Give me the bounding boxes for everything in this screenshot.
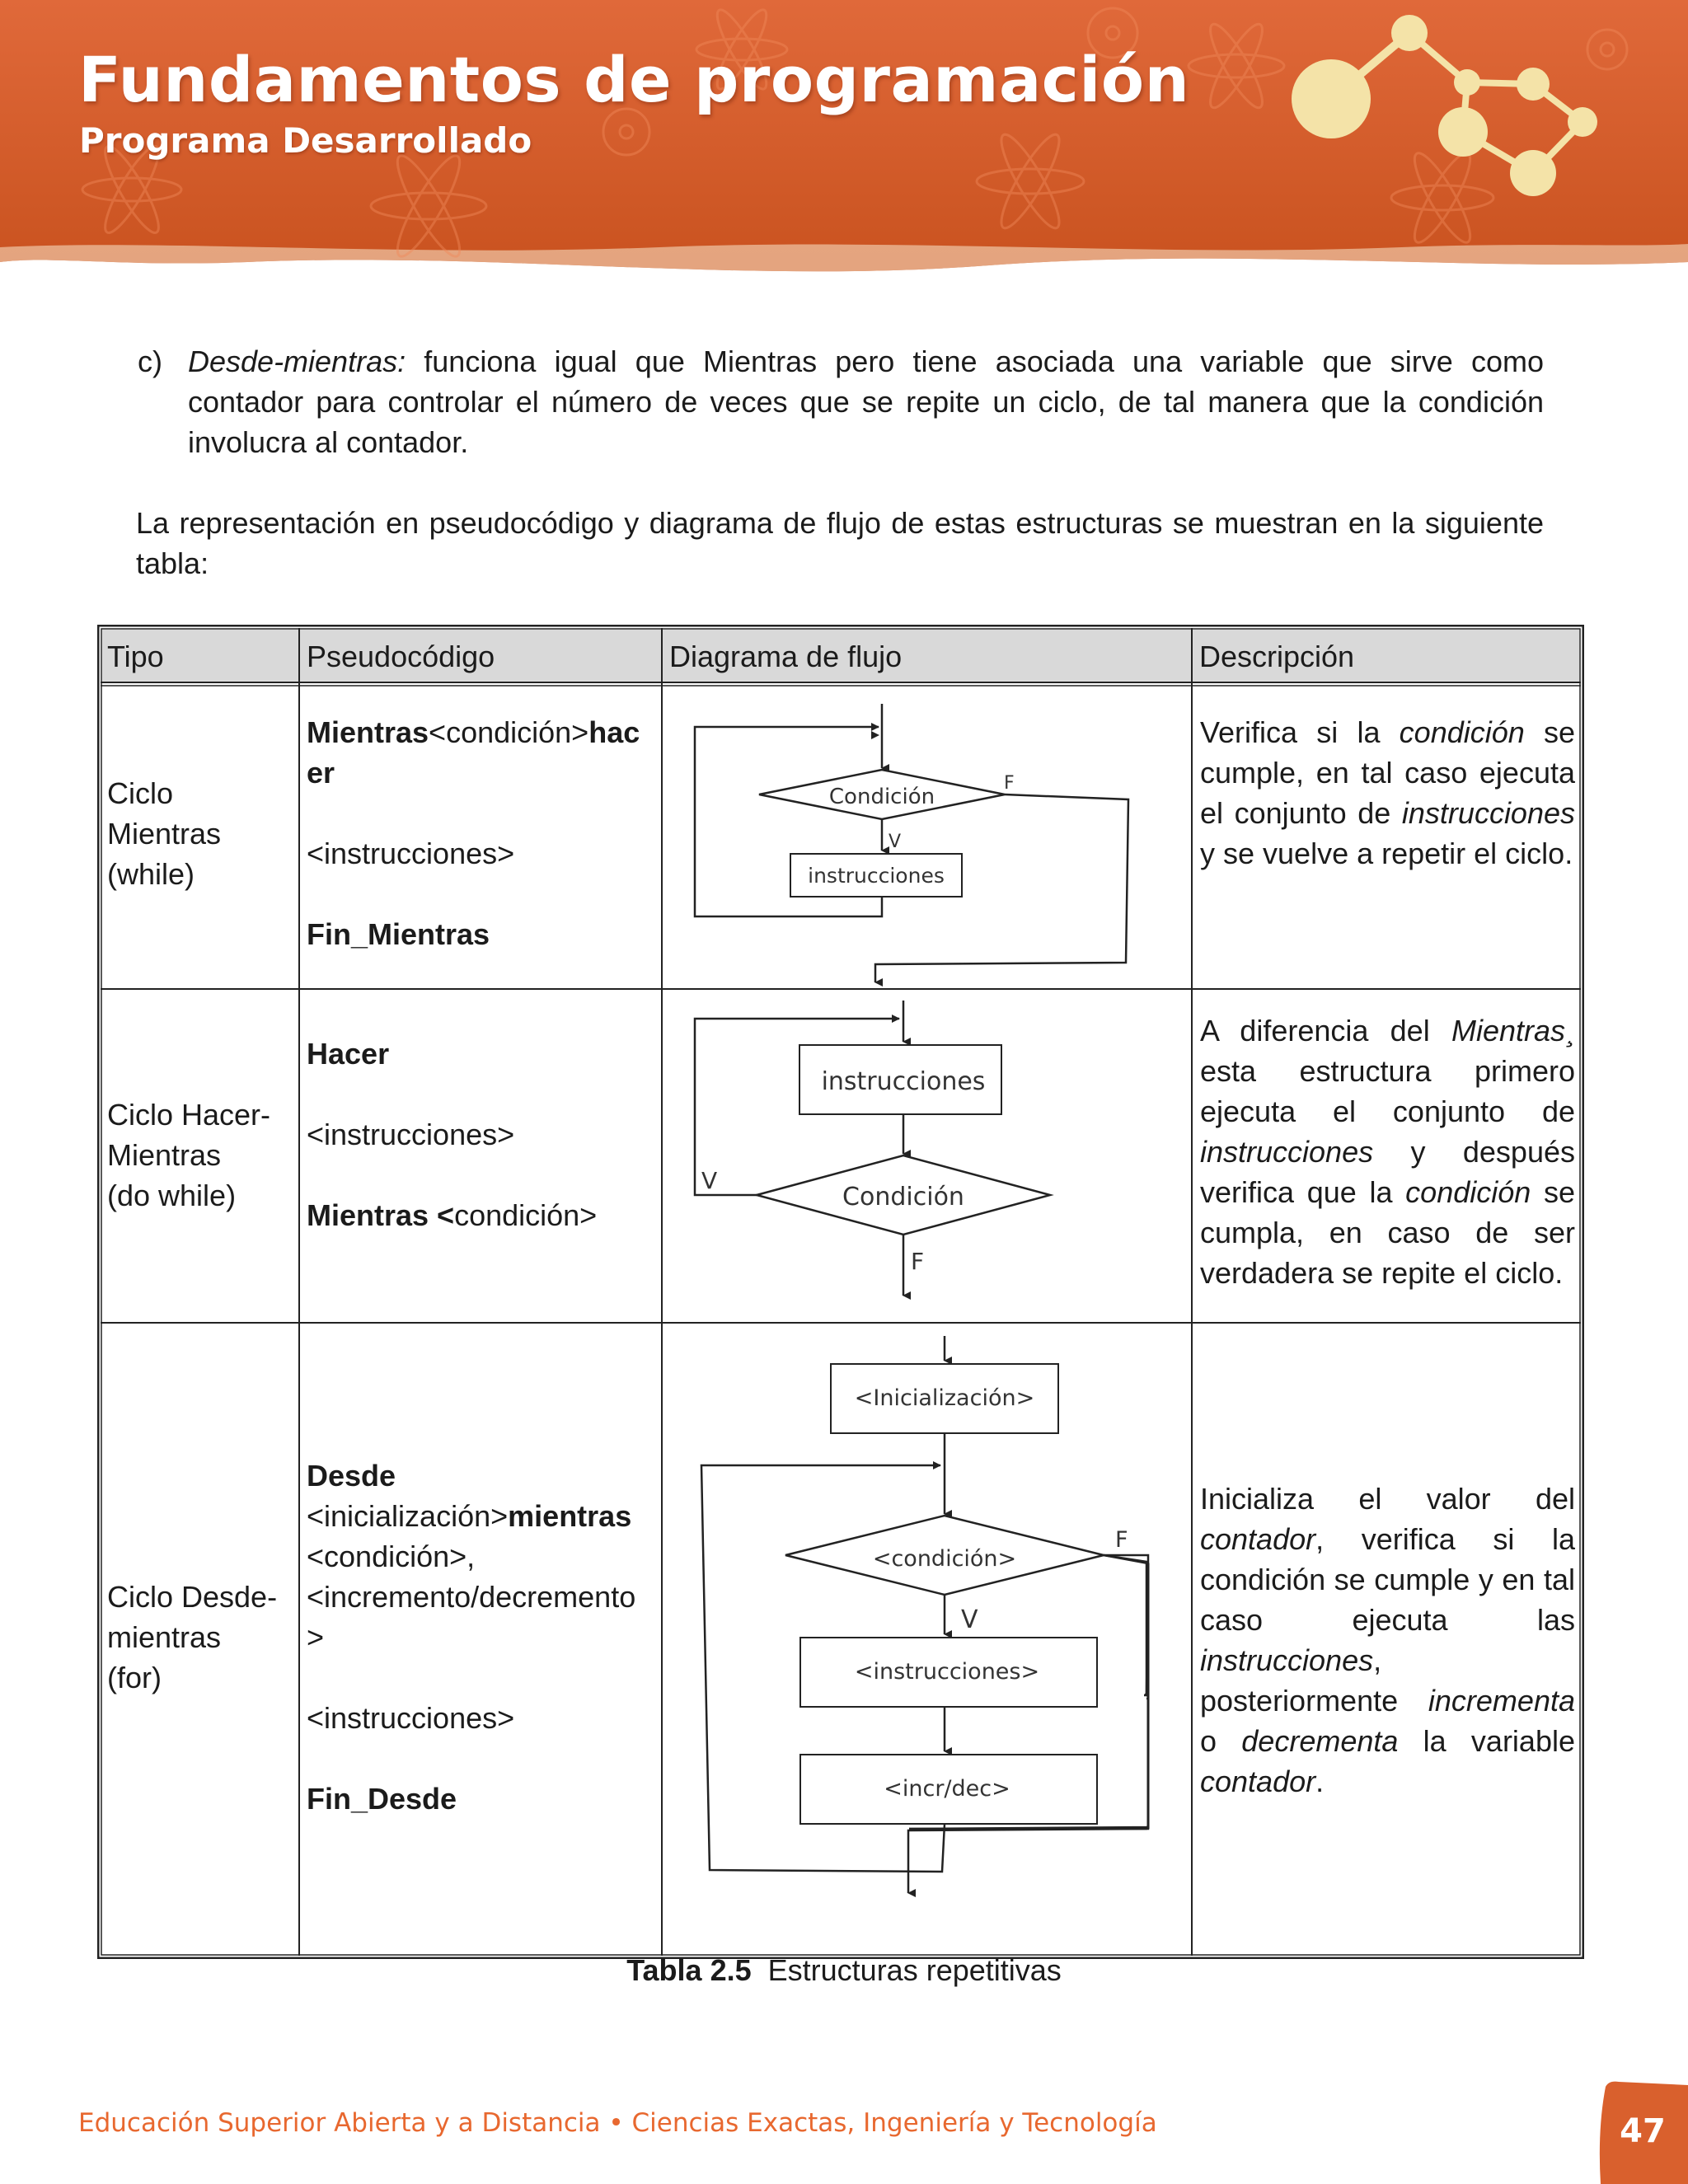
caption-text: Estructuras repetitivas xyxy=(767,1953,1062,1987)
row-dowhile-pseudocode: Hacer <instrucciones> Mientras <condición> xyxy=(307,1037,598,1232)
dowhile-false-label: F xyxy=(911,1248,925,1275)
term-desde-mientras: Desde-mientras: xyxy=(188,344,406,378)
intro-paragraph: La representación en pseudocódigo y diagrama de flujo de estas estructuras se muestran en la siguiente tabla: xyxy=(136,506,1544,580)
loops-table xyxy=(97,625,1584,1959)
document-title: Fundamentos de programación xyxy=(78,43,1190,116)
document-subtitle: Programa Desarrollado xyxy=(79,120,532,161)
row-while-pseudocode: Mientras<condición>hac er <instrucciones> Fin_Mientras xyxy=(307,715,640,951)
footer-text: Educación Superior Abierta y a Distancia • Ciencias Exactas, Ingeniería y Tecnología xyxy=(78,2108,1157,2138)
header-banner xyxy=(0,0,1688,288)
while-true-label: V xyxy=(889,832,902,852)
header-pseudocodigo: Pseudocódigo xyxy=(307,640,495,673)
caption-label: Tabla 2.5 xyxy=(626,1953,752,1987)
dowhile-condition-label: Condición xyxy=(842,1183,964,1212)
flowchart-dowhile xyxy=(662,989,1192,1323)
row-for-tipo: Ciclo Desde- mientras (for) xyxy=(107,1580,278,1694)
for-false-label: F xyxy=(1115,1527,1128,1553)
dowhile-true-label: V xyxy=(701,1167,718,1194)
list-item-c xyxy=(138,341,1544,462)
header-descripcion: Descripción xyxy=(1199,640,1355,673)
row-dowhile-description: A diferencia del Mientras¸ esta estructura primero ejecuta el conjunto de instrucciones y después verifica que la condición se cumpla, en caso de ser verdadera se repite el ciclo. xyxy=(1200,1014,1575,1290)
while-instructions-label: instrucciones xyxy=(808,864,945,888)
for-condition-label: <condición> xyxy=(872,1546,1017,1572)
for-instructions-label: <instrucciones> xyxy=(854,1659,1040,1685)
for-incr-label: <incr/dec> xyxy=(884,1776,1010,1802)
table-caption xyxy=(0,1953,1688,1988)
row-while-tipo: Ciclo Mientras (while) xyxy=(107,776,222,891)
while-false-label: F xyxy=(1004,773,1015,794)
dowhile-instructions-label: instrucciones xyxy=(821,1067,986,1096)
row-while-description: Verifica si la condición se cumple, en tal caso ejecuta el conjunto de instrucciones y se vuelve a repetir el ciclo. xyxy=(1200,715,1575,870)
row-for-pseudocode: Desde <inicialización>mientras <condición>, <incremento/decremento > <instrucciones> Fin_Desde xyxy=(307,1459,636,1816)
flowchart-for xyxy=(662,1323,1192,1957)
while-condition-label: Condición xyxy=(828,785,935,809)
header-diagrama: Diagrama de flujo xyxy=(669,640,903,673)
row-for-description: Inicializa el valor del contador, verifica si la condición se cumple y en tal caso ejecuta las instrucciones, posteriormente incrementa o decrementa la variable contador. xyxy=(1200,1482,1575,1798)
for-init-label: <Inicialización> xyxy=(854,1385,1035,1411)
page-number: 47 xyxy=(1620,2112,1666,2150)
header-tipo: Tipo xyxy=(107,640,164,673)
for-true-label: V xyxy=(961,1605,978,1634)
flowchart-while xyxy=(662,686,1192,989)
item-c-text: funciona igual que Mientras pero tiene asociada una variable que sirve como contador para controlar el número de veces que se repite un ciclo, de tal manera que la condición involucra al contador. xyxy=(188,344,1544,459)
row-dowhile-tipo: Ciclo Hacer- Mientras (do while) xyxy=(107,1098,271,1212)
list-marker: c) xyxy=(138,344,162,378)
